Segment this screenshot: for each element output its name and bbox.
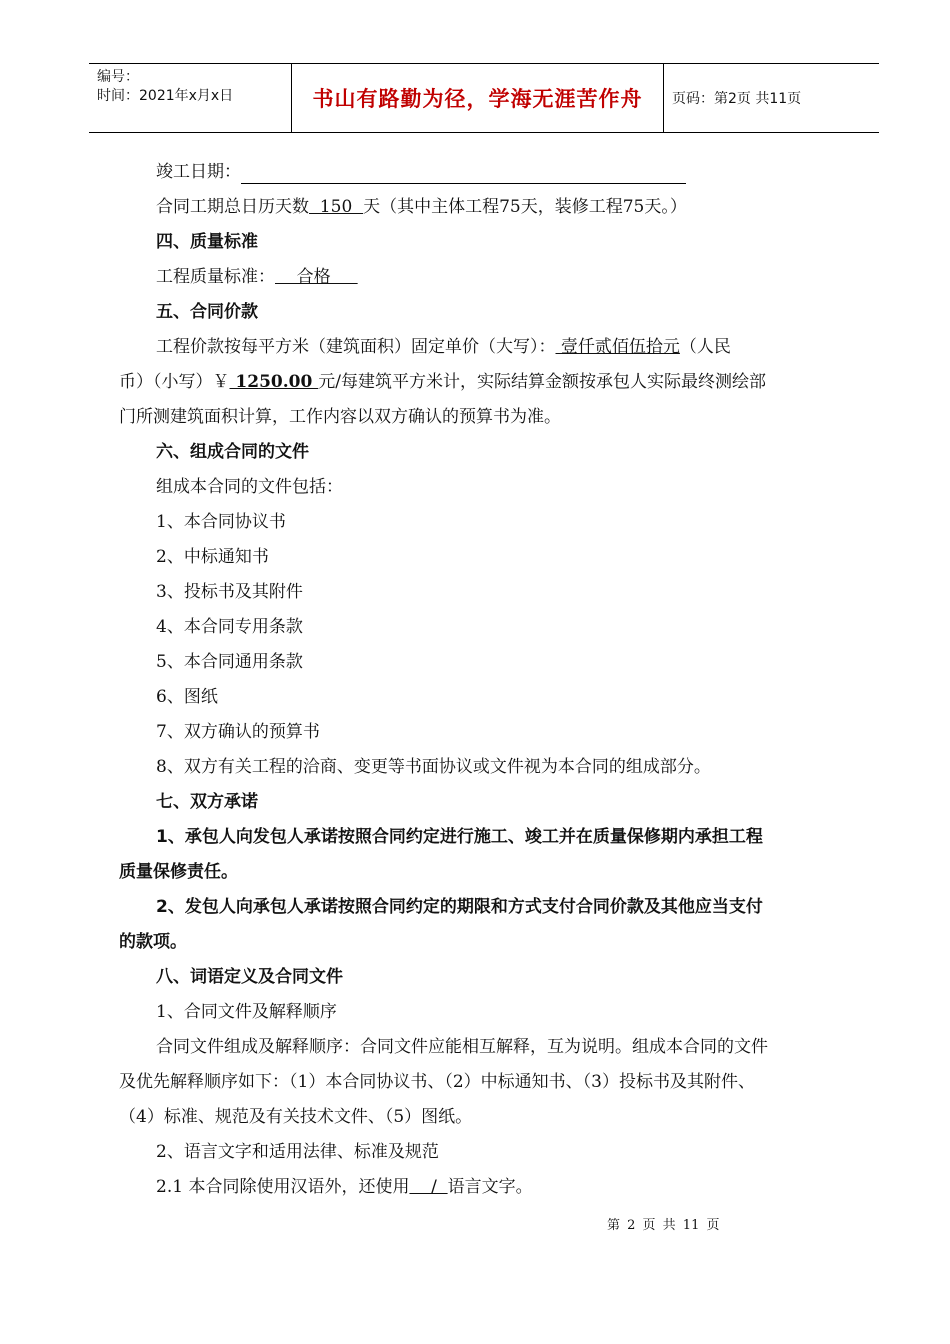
price-line-3: 门所测建筑面积计算，工作内容以双方确认的预算书为准。: [119, 407, 561, 427]
doc-number-label: 编号：: [97, 69, 139, 85]
section-6-title: 六、组成合同的文件: [156, 442, 309, 462]
price-upper-value: 壹仟贰佰伍拾元: [555, 337, 680, 357]
promise-1-line-2: 质量保修责任。: [119, 862, 238, 882]
language-line: 2.1 本合同除使用汉语外，还使用 / 语言文字。: [156, 1177, 533, 1197]
list-item: 3、投标书及其附件: [156, 582, 303, 602]
promise-2-line-2: 的款项。: [119, 932, 187, 952]
promise-1-line-1: 1、承包人向发包人承诺按照合同约定进行施工、竣工并在质量保修期内承担工程: [156, 827, 763, 847]
completion-date-line: 竣工日期：: [119, 155, 859, 190]
doc-time-label: 时间：2021年x月x日: [97, 88, 234, 104]
docs-intro: 组成本合同的文件包括：: [156, 477, 343, 497]
completion-date-blank: [241, 161, 686, 184]
order-line-3: （4）标准、规范及有关技术文件、（5）图纸。: [119, 1107, 473, 1127]
section-7-title: 七、双方承诺: [156, 792, 258, 812]
header-page-number: 页码：第2页 共11页: [672, 91, 802, 107]
quality-value: 合格: [275, 267, 358, 287]
list-item: 6、图纸: [156, 687, 218, 707]
order-line-2: 及优先解释顺序如下：（1）本合同协议书、（2）中标通知书、（3）投标书及其附件、: [119, 1072, 755, 1092]
language-value: /: [409, 1177, 448, 1197]
section-4-title: 四、质量标准: [156, 232, 258, 252]
list-item: 8、双方有关工程的洽商、变更等书面协议或文件视为本合同的组成部分。: [156, 757, 711, 777]
price-line-1: 工程价款按每平方米（建筑面积）固定单价（大写）： 壹仟贰佰伍拾元（人民: [156, 337, 731, 357]
order-line-1: 合同文件组成及解释顺序：合同文件应能相互解释，互为说明。组成本合同的文件: [156, 1037, 768, 1057]
subsection-2-title: 2、语言文字和适用法律、标准及规范: [156, 1142, 439, 1162]
duration-line: 合同工期总日历天数 150 天（其中主体工程75天，装修工程75天。）: [156, 197, 687, 217]
quality-line: 工程质量标准： 合格: [156, 267, 358, 287]
header-left: [89, 64, 291, 132]
list-item: 4、本合同专用条款: [156, 617, 303, 637]
duration-value: 150: [309, 197, 364, 217]
price-line-2: 币）（小写）￥ 1250.00 元/每建筑平方米计，实际结算金额按承包人实际最终测绘部: [119, 372, 766, 392]
list-item: 2、中标通知书: [156, 547, 269, 567]
section-8-title: 八、词语定义及合同文件: [156, 967, 343, 987]
price-lower-value: 1250.00: [229, 372, 319, 392]
section-5-title: 五、合同价款: [156, 302, 258, 322]
list-item: 1、本合同协议书: [156, 512, 286, 532]
list-item: 5、本合同通用条款: [156, 652, 303, 672]
document-body: [119, 155, 859, 1205]
promise-2-line-1: 2、发包人向承包人承诺按照合同约定的期限和方式支付合同价款及其他应当支付: [156, 897, 763, 917]
list-item: 7、双方确认的预算书: [156, 722, 320, 742]
header-motto: 书山有路勤为径，学海无涯苦作舟: [291, 64, 664, 132]
subsection-1-title: 1、合同文件及解释顺序: [156, 1002, 337, 1022]
footer-page-number: 第 2 页 共 11 页: [607, 1218, 720, 1233]
page-header: [89, 63, 879, 133]
